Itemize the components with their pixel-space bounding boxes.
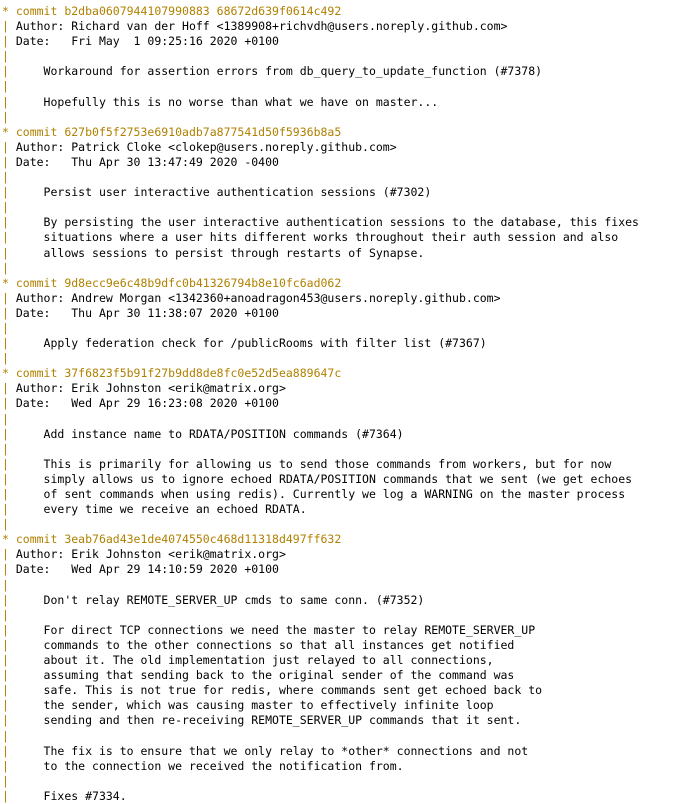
commit-hash-text: commit 37f6823f5b91f27b9dd8de8fc0e52d5ea889647c — [15, 366, 342, 381]
log-line — [0, 34, 692, 49]
log-line — [0, 306, 692, 321]
graph-pipe-icon: | — [2, 200, 16, 215]
log-line — [0, 396, 692, 411]
log-text: Fixes #7334. — [15, 788, 127, 803]
graph-pipe-icon: | — [2, 577, 16, 592]
commit-header-line — [0, 366, 692, 381]
log-line — [0, 336, 692, 351]
graph-node-icon: * — [2, 275, 16, 290]
log-line — [0, 759, 692, 774]
log-line — [0, 170, 692, 185]
log-line — [0, 472, 692, 487]
log-text: The fix is to ensure that we only relay to *other* connections and not — [15, 743, 529, 758]
log-text: about it. The old implementation just relayed to all connections, — [15, 653, 494, 668]
log-line — [0, 49, 692, 64]
graph-pipe-icon: | — [2, 773, 16, 788]
commit-hash-text: commit b2dba0607944107990883 68672d639f0614c492 — [15, 4, 342, 18]
log-line — [0, 140, 692, 155]
graph-pipe-icon: | — [2, 456, 16, 471]
graph-node-icon: * — [2, 124, 16, 139]
log-line — [0, 412, 692, 427]
graph-pipe-icon: | — [2, 637, 16, 652]
graph-pipe-icon: | — [2, 19, 16, 34]
log-line — [0, 789, 692, 804]
log-line — [0, 578, 692, 593]
log-text: Author: Richard van der Hoff <1389908+richvdh@users.noreply.github.com> — [15, 19, 508, 34]
graph-pipe-icon: | — [2, 441, 16, 456]
graph-pipe-icon: | — [2, 260, 16, 275]
graph-pipe-icon: | — [2, 607, 16, 622]
graph-pipe-icon: | — [2, 94, 16, 109]
log-line — [0, 246, 692, 261]
log-line — [0, 502, 692, 517]
log-text: the sender, which was causing master to effectively infinite loop — [15, 698, 494, 713]
graph-pipe-icon: | — [2, 683, 16, 698]
log-text: situations where a user hits different works throughout their auth session and also — [15, 230, 619, 245]
log-text: Don't relay REMOTE_SERVER_UP cmds to same conn. (#7352) — [15, 592, 425, 607]
log-text: By persisting the user interactive authentication sessions to the database, this fixes — [15, 215, 639, 230]
log-text: sending and then re-receiving REMOTE_SERVER_UP commands that it sent. — [15, 713, 522, 728]
log-text: Workaround for assertion errors from db_query_to_update_function (#7378) — [15, 64, 543, 79]
commit-header-line — [0, 276, 692, 291]
graph-pipe-icon: | — [2, 396, 16, 411]
log-text: allows sessions to persist through restarts of Synapse. — [15, 245, 425, 260]
log-text: Apply federation check for /publicRooms with filter list (#7367) — [15, 336, 487, 351]
log-text: Author: Erik Johnston <erik@matrix.org> — [15, 381, 286, 396]
graph-pipe-icon: | — [2, 154, 16, 169]
graph-pipe-icon: | — [2, 502, 16, 517]
log-line — [0, 683, 692, 698]
log-line — [0, 562, 692, 577]
log-line — [0, 291, 692, 306]
graph-pipe-icon: | — [2, 517, 16, 532]
log-text: Date: Wed Apr 29 14:10:59 2020 +0100 — [15, 562, 279, 577]
log-text: Author: Andrew Morgan <1342360+anoadragon453@users.noreply.github.com> — [15, 290, 501, 305]
graph-node-icon: * — [2, 532, 16, 547]
log-line — [0, 638, 692, 653]
log-line — [0, 19, 692, 34]
graph-pipe-icon: | — [2, 471, 16, 486]
commit-hash-text: commit 9d8ecc9e6c48b9dfc0b41326794b8e10fc6ad062 — [15, 275, 342, 290]
log-text: simply allows us to ignore echoed RDATA/POSITION commands that we sent (we get echoes — [15, 471, 633, 486]
log-line — [0, 381, 692, 396]
graph-pipe-icon: | — [2, 245, 16, 260]
graph-pipe-icon: | — [2, 713, 16, 728]
log-text: every time we receive an echoed RDATA. — [15, 502, 307, 517]
log-line — [0, 427, 692, 442]
graph-pipe-icon: | — [2, 185, 16, 200]
graph-node-icon: * — [2, 366, 16, 381]
log-text: Author: Patrick Cloke <clokep@users.noreply.github.com> — [15, 139, 397, 154]
graph-pipe-icon: | — [2, 305, 16, 320]
graph-pipe-icon: | — [2, 336, 16, 351]
log-text: For direct TCP connections we need the master to relay REMOTE_SERVER_UP — [15, 622, 536, 637]
graph-pipe-icon: | — [2, 743, 16, 758]
graph-pipe-icon: | — [2, 79, 16, 94]
log-line — [0, 95, 692, 110]
log-line — [0, 351, 692, 366]
graph-pipe-icon: | — [2, 788, 16, 803]
graph-pipe-icon: | — [2, 426, 16, 441]
commit-header-line — [0, 4, 692, 19]
graph-pipe-icon: | — [2, 64, 16, 79]
log-line — [0, 729, 692, 744]
graph-pipe-icon: | — [2, 562, 16, 577]
log-line — [0, 442, 692, 457]
graph-pipe-icon: | — [2, 381, 16, 396]
log-line — [0, 698, 692, 713]
graph-pipe-icon: | — [2, 411, 16, 426]
log-line — [0, 593, 692, 608]
log-line — [0, 608, 692, 623]
log-text: safe. This is not true for redis, where commands sent get echoed back to — [15, 683, 543, 698]
graph-pipe-icon: | — [2, 139, 16, 154]
log-line — [0, 547, 692, 562]
graph-pipe-icon: | — [2, 351, 16, 366]
log-line — [0, 64, 692, 79]
log-text: Date: Thu Apr 30 11:38:07 2020 +0100 — [15, 305, 279, 320]
graph-pipe-icon: | — [2, 230, 16, 245]
log-line — [0, 668, 692, 683]
log-text: Author: Erik Johnston <erik@matrix.org> — [15, 547, 286, 562]
graph-pipe-icon: | — [2, 592, 16, 607]
log-line — [0, 487, 692, 502]
graph-pipe-icon: | — [2, 728, 16, 743]
graph-pipe-icon: | — [2, 320, 16, 335]
log-text: Date: Thu Apr 30 13:47:49 2020 -0400 — [15, 154, 279, 169]
graph-pipe-icon: | — [2, 215, 16, 230]
log-line — [0, 457, 692, 472]
log-line — [0, 200, 692, 215]
log-line — [0, 110, 692, 125]
log-text: Add instance name to RDATA/POSITION commands (#7364) — [15, 426, 404, 441]
log-text: of sent commands when using redis). Currently we log a WARNING on the master process — [15, 487, 626, 501]
log-text: commands to the other connections so that all instances get notified — [15, 637, 515, 652]
log-line — [0, 321, 692, 336]
graph-node-icon: * — [2, 4, 16, 18]
graph-pipe-icon: | — [2, 622, 16, 637]
graph-pipe-icon: | — [2, 109, 16, 124]
graph-pipe-icon: | — [2, 758, 16, 773]
log-text: Hopefully this is no worse than what we have on master... — [15, 94, 439, 109]
graph-pipe-icon: | — [2, 487, 16, 501]
log-text: Persist user interactive authentication sessions (#7302) — [15, 185, 432, 200]
log-line — [0, 230, 692, 245]
log-line — [0, 623, 692, 638]
commit-hash-text: commit 3eab76ad43e1de4074550c468d11318d497ff632 — [15, 532, 342, 547]
commit-header-line — [0, 125, 692, 140]
graph-pipe-icon: | — [2, 698, 16, 713]
graph-pipe-icon: | — [2, 290, 16, 305]
graph-pipe-icon: | — [2, 653, 16, 668]
log-line — [0, 744, 692, 759]
log-line — [0, 517, 692, 532]
log-line — [0, 215, 692, 230]
commit-header-line — [0, 532, 692, 547]
log-line — [0, 713, 692, 728]
log-line — [0, 774, 692, 789]
log-line — [0, 653, 692, 668]
log-text: Date: Fri May 1 09:25:16 2020 +0100 — [15, 34, 279, 49]
commit-hash-text: commit 627b0f5f2753e6910adb7a877541d50f5936b8a5 — [15, 124, 342, 139]
log-line — [0, 261, 692, 276]
graph-pipe-icon: | — [2, 49, 16, 64]
graph-pipe-icon: | — [2, 34, 16, 49]
log-line — [0, 155, 692, 170]
log-text: This is primarily for allowing us to send those commands from workers, but for now — [15, 456, 612, 471]
log-text: Date: Wed Apr 29 16:23:08 2020 +0100 — [15, 396, 279, 411]
log-text: to the connection we received the notification from. — [15, 758, 404, 773]
graph-pipe-icon: | — [2, 668, 16, 683]
log-text: assuming that sending back to the original sender of the command was — [15, 668, 515, 683]
log-line — [0, 79, 692, 94]
graph-pipe-icon: | — [2, 170, 16, 185]
log-line — [0, 185, 692, 200]
graph-pipe-icon: | — [2, 547, 16, 562]
